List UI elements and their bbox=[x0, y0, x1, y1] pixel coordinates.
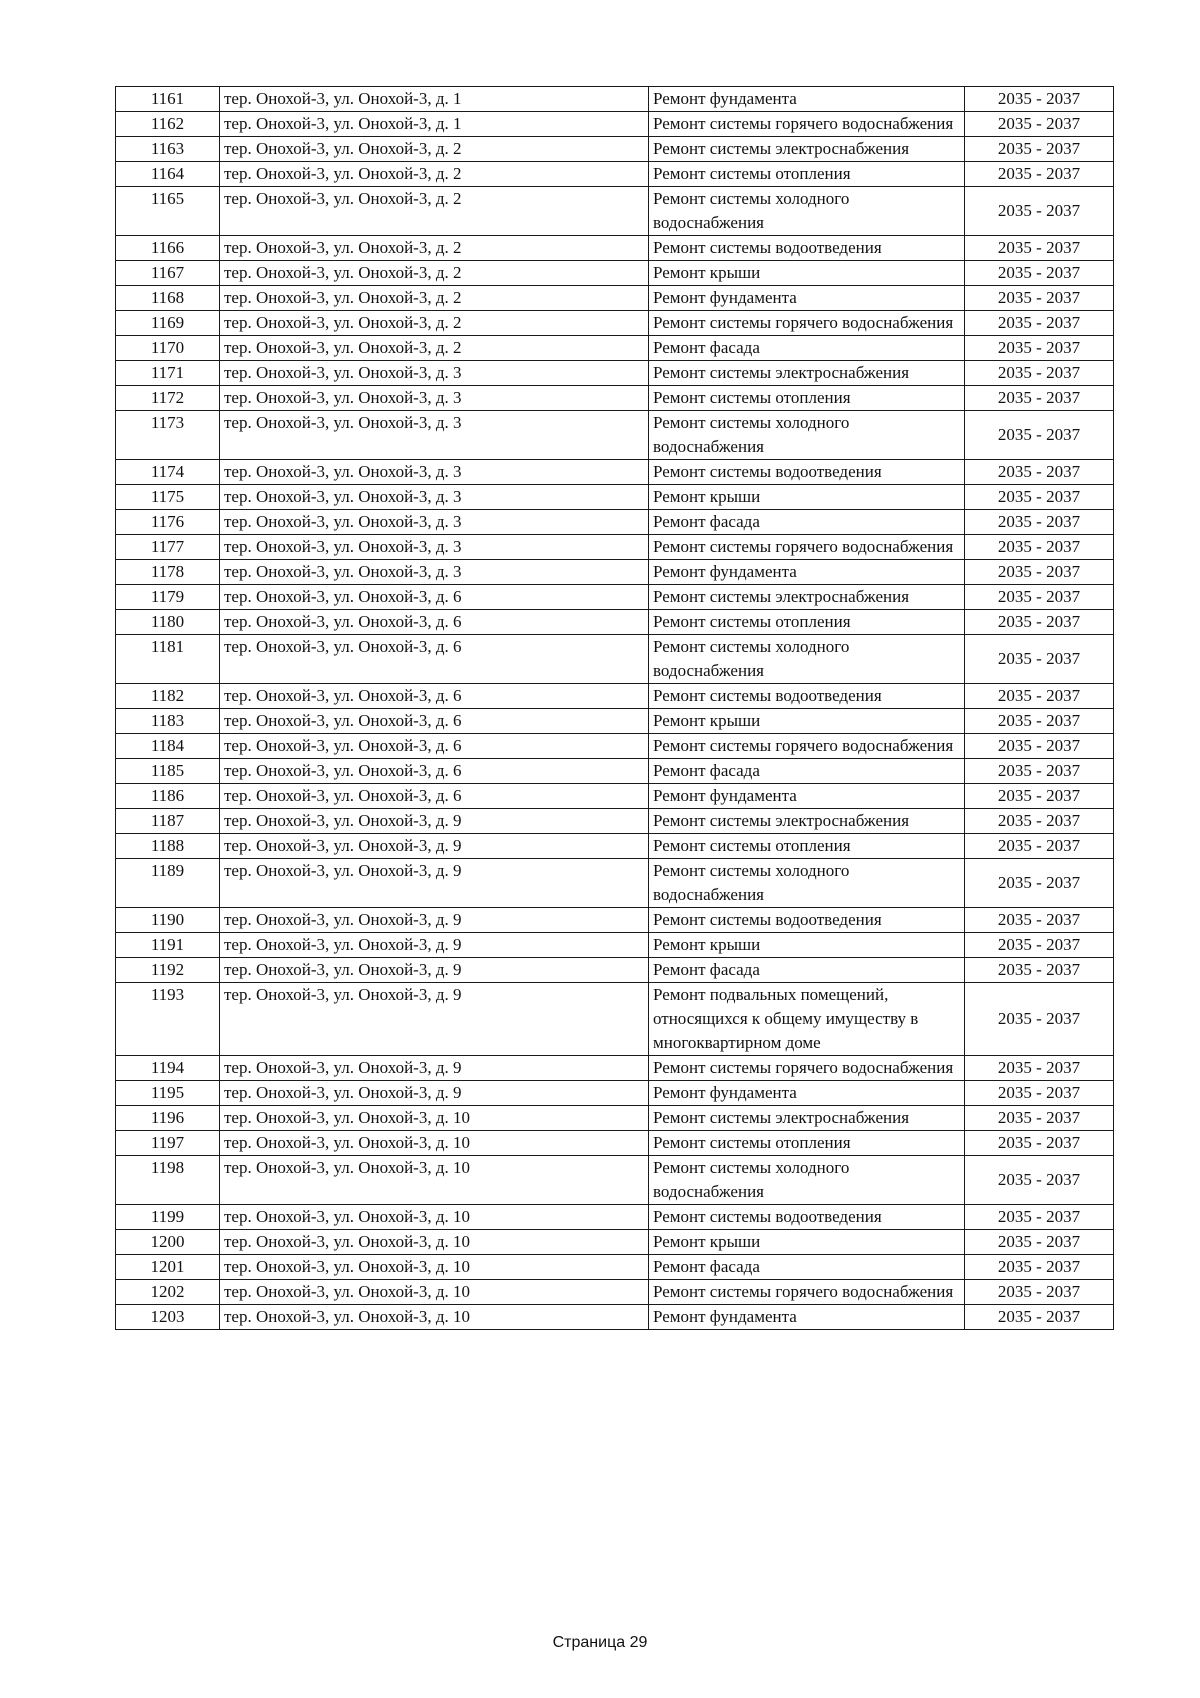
table-row bbox=[116, 485, 1114, 510]
table-row bbox=[116, 709, 1114, 734]
table-row bbox=[116, 958, 1114, 983]
row-work-type: Ремонт системы электроснабжения bbox=[649, 361, 965, 386]
table-row bbox=[116, 137, 1114, 162]
table-row bbox=[116, 1305, 1114, 1330]
row-address: тер. Онохой-3, ул. Онохой-3, д. 3 bbox=[220, 535, 649, 560]
row-number: 1178 bbox=[116, 560, 220, 585]
row-address: тер. Онохой-3, ул. Онохой-3, д. 6 bbox=[220, 784, 649, 809]
row-address: тер. Онохой-3, ул. Онохой-3, д. 6 bbox=[220, 709, 649, 734]
table-row bbox=[116, 336, 1114, 361]
row-work-type: Ремонт системы горячего водоснабжения bbox=[649, 112, 965, 137]
row-work-type: Ремонт системы горячего водоснабжения bbox=[649, 1056, 965, 1081]
row-term: 2035 - 2037 bbox=[965, 908, 1114, 933]
row-number: 1195 bbox=[116, 1081, 220, 1106]
table-row bbox=[116, 187, 1114, 236]
table-row bbox=[116, 162, 1114, 187]
row-address: тер. Онохой-3, ул. Онохой-3, д. 10 bbox=[220, 1305, 649, 1330]
row-number: 1166 bbox=[116, 236, 220, 261]
row-address: тер. Онохой-3, ул. Онохой-3, д. 6 bbox=[220, 684, 649, 709]
row-number: 1163 bbox=[116, 137, 220, 162]
row-address: тер. Онохой-3, ул. Онохой-3, д. 3 bbox=[220, 485, 649, 510]
row-term: 2035 - 2037 bbox=[965, 460, 1114, 485]
row-term: 2035 - 2037 bbox=[965, 137, 1114, 162]
row-work-type: Ремонт системы отопления bbox=[649, 386, 965, 411]
page-number-footer: Страница 29 bbox=[552, 1634, 648, 1651]
row-number: 1185 bbox=[116, 759, 220, 784]
row-term: 2035 - 2037 bbox=[965, 1305, 1114, 1330]
row-term: 2035 - 2037 bbox=[965, 1106, 1114, 1131]
row-term: 2035 - 2037 bbox=[965, 684, 1114, 709]
table-row bbox=[116, 411, 1114, 460]
row-address: тер. Онохой-3, ул. Онохой-3, д. 10 bbox=[220, 1106, 649, 1131]
row-number: 1177 bbox=[116, 535, 220, 560]
table-row bbox=[116, 261, 1114, 286]
row-term: 2035 - 2037 bbox=[965, 162, 1114, 187]
row-number: 1193 bbox=[116, 983, 220, 1056]
row-number: 1201 bbox=[116, 1255, 220, 1280]
table-row bbox=[116, 1280, 1114, 1305]
table-row bbox=[116, 460, 1114, 485]
row-number: 1198 bbox=[116, 1156, 220, 1205]
row-work-type: Ремонт системы электроснабжения bbox=[649, 137, 965, 162]
row-address: тер. Онохой-3, ул. Онохой-3, д. 9 bbox=[220, 834, 649, 859]
row-term: 2035 - 2037 bbox=[965, 261, 1114, 286]
row-number: 1200 bbox=[116, 1230, 220, 1255]
row-address: тер. Онохой-3, ул. Онохой-3, д. 6 bbox=[220, 585, 649, 610]
row-number: 1190 bbox=[116, 908, 220, 933]
row-work-type: Ремонт крыши bbox=[649, 1230, 965, 1255]
row-term: 2035 - 2037 bbox=[965, 958, 1114, 983]
row-address: тер. Онохой-3, ул. Онохой-3, д. 2 bbox=[220, 311, 649, 336]
table-row bbox=[116, 1156, 1114, 1205]
table-row bbox=[116, 560, 1114, 585]
row-work-type: Ремонт фундамента bbox=[649, 1305, 965, 1330]
row-term: 2035 - 2037 bbox=[965, 1056, 1114, 1081]
row-address: тер. Онохой-3, ул. Онохой-3, д. 10 bbox=[220, 1255, 649, 1280]
row-number: 1182 bbox=[116, 684, 220, 709]
row-work-type: Ремонт системы электроснабжения bbox=[649, 1106, 965, 1131]
table-row bbox=[116, 759, 1114, 784]
row-work-type: Ремонт крыши bbox=[649, 709, 965, 734]
row-address: тер. Онохой-3, ул. Онохой-3, д. 9 bbox=[220, 933, 649, 958]
row-work-type: Ремонт фасада bbox=[649, 958, 965, 983]
table-row bbox=[116, 112, 1114, 137]
row-term: 2035 - 2037 bbox=[965, 1131, 1114, 1156]
row-term: 2035 - 2037 bbox=[965, 485, 1114, 510]
row-work-type: Ремонт системы электроснабжения bbox=[649, 585, 965, 610]
table-row bbox=[116, 1056, 1114, 1081]
row-term: 2035 - 2037 bbox=[965, 1081, 1114, 1106]
table-row bbox=[116, 734, 1114, 759]
row-address: тер. Онохой-3, ул. Онохой-3, д. 9 bbox=[220, 1081, 649, 1106]
row-term: 2035 - 2037 bbox=[965, 411, 1114, 460]
row-address: тер. Онохой-3, ул. Онохой-3, д. 3 bbox=[220, 510, 649, 535]
table-row bbox=[116, 809, 1114, 834]
table-row bbox=[116, 510, 1114, 535]
table-row bbox=[116, 635, 1114, 684]
row-term: 2035 - 2037 bbox=[965, 535, 1114, 560]
row-address: тер. Онохой-3, ул. Онохой-3, д. 3 bbox=[220, 560, 649, 585]
row-address: тер. Онохой-3, ул. Онохой-3, д. 9 bbox=[220, 908, 649, 933]
row-work-type: Ремонт системы водоотведения bbox=[649, 236, 965, 261]
row-term: 2035 - 2037 bbox=[965, 87, 1114, 112]
row-number: 1168 bbox=[116, 286, 220, 311]
table-row bbox=[116, 236, 1114, 261]
row-number: 1180 bbox=[116, 610, 220, 635]
row-work-type: Ремонт системы холодного водоснабжения bbox=[649, 411, 965, 460]
row-term: 2035 - 2037 bbox=[965, 1230, 1114, 1255]
row-work-type: Ремонт крыши bbox=[649, 261, 965, 286]
row-term: 2035 - 2037 bbox=[965, 1280, 1114, 1305]
row-address: тер. Онохой-3, ул. Онохой-3, д. 9 bbox=[220, 859, 649, 908]
row-address: тер. Онохой-3, ул. Онохой-3, д. 10 bbox=[220, 1205, 649, 1230]
row-term: 2035 - 2037 bbox=[965, 635, 1114, 684]
row-number: 1199 bbox=[116, 1205, 220, 1230]
table-row bbox=[116, 1131, 1114, 1156]
row-term: 2035 - 2037 bbox=[965, 386, 1114, 411]
table-row bbox=[116, 859, 1114, 908]
row-work-type: Ремонт подвальных помещений, относящихся к общему имуществу в многоквартирном доме bbox=[649, 983, 965, 1056]
row-term: 2035 - 2037 bbox=[965, 311, 1114, 336]
table-row bbox=[116, 1081, 1114, 1106]
row-number: 1165 bbox=[116, 187, 220, 236]
row-term: 2035 - 2037 bbox=[965, 859, 1114, 908]
table-row bbox=[116, 1255, 1114, 1280]
row-work-type: Ремонт системы горячего водоснабжения bbox=[649, 734, 965, 759]
table-row bbox=[116, 535, 1114, 560]
row-number: 1169 bbox=[116, 311, 220, 336]
table-row bbox=[116, 684, 1114, 709]
table-row bbox=[116, 784, 1114, 809]
row-address: тер. Онохой-3, ул. Онохой-3, д. 3 bbox=[220, 460, 649, 485]
row-work-type: Ремонт системы холодного водоснабжения bbox=[649, 1156, 965, 1205]
row-term: 2035 - 2037 bbox=[965, 236, 1114, 261]
row-term: 2035 - 2037 bbox=[965, 286, 1114, 311]
row-address: тер. Онохой-3, ул. Онохой-3, д. 2 bbox=[220, 236, 649, 261]
row-term: 2035 - 2037 bbox=[965, 361, 1114, 386]
row-work-type: Ремонт крыши bbox=[649, 485, 965, 510]
row-work-type: Ремонт системы водоотведения bbox=[649, 1205, 965, 1230]
row-number: 1161 bbox=[116, 87, 220, 112]
row-number: 1167 bbox=[116, 261, 220, 286]
table-row bbox=[116, 1230, 1114, 1255]
row-term: 2035 - 2037 bbox=[965, 834, 1114, 859]
row-address: тер. Онохой-3, ул. Онохой-3, д. 2 bbox=[220, 187, 649, 236]
row-number: 1202 bbox=[116, 1280, 220, 1305]
table-row bbox=[116, 87, 1114, 112]
table-row bbox=[116, 361, 1114, 386]
table-row bbox=[116, 286, 1114, 311]
row-work-type: Ремонт фасада bbox=[649, 336, 965, 361]
row-address: тер. Онохой-3, ул. Онохой-3, д. 10 bbox=[220, 1131, 649, 1156]
row-work-type: Ремонт системы отопления bbox=[649, 1131, 965, 1156]
table-row bbox=[116, 983, 1114, 1056]
row-work-type: Ремонт системы отопления bbox=[649, 834, 965, 859]
row-term: 2035 - 2037 bbox=[965, 585, 1114, 610]
row-work-type: Ремонт фундамента bbox=[649, 87, 965, 112]
row-number: 1174 bbox=[116, 460, 220, 485]
row-work-type: Ремонт фундамента bbox=[649, 784, 965, 809]
row-term: 2035 - 2037 bbox=[965, 1156, 1114, 1205]
row-work-type: Ремонт системы холодного водоснабжения bbox=[649, 635, 965, 684]
table-row bbox=[116, 933, 1114, 958]
row-work-type: Ремонт системы холодного водоснабжения bbox=[649, 859, 965, 908]
row-address: тер. Онохой-3, ул. Онохой-3, д. 3 bbox=[220, 386, 649, 411]
row-address: тер. Онохой-3, ул. Онохой-3, д. 2 bbox=[220, 162, 649, 187]
table-row bbox=[116, 834, 1114, 859]
row-number: 1179 bbox=[116, 585, 220, 610]
row-number: 1175 bbox=[116, 485, 220, 510]
works-table-body bbox=[116, 87, 1114, 1330]
row-address: тер. Онохой-3, ул. Онохой-3, д. 3 bbox=[220, 361, 649, 386]
row-number: 1181 bbox=[116, 635, 220, 684]
row-address: тер. Онохой-3, ул. Онохой-3, д. 9 bbox=[220, 958, 649, 983]
row-work-type: Ремонт системы водоотведения bbox=[649, 684, 965, 709]
row-work-type: Ремонт системы отопления bbox=[649, 610, 965, 635]
row-term: 2035 - 2037 bbox=[965, 759, 1114, 784]
row-number: 1197 bbox=[116, 1131, 220, 1156]
row-address: тер. Онохой-3, ул. Онохой-3, д. 3 bbox=[220, 411, 649, 460]
row-address: тер. Онохой-3, ул. Онохой-3, д. 9 bbox=[220, 983, 649, 1056]
row-work-type: Ремонт системы горячего водоснабжения bbox=[649, 1280, 965, 1305]
row-work-type: Ремонт системы водоотведения bbox=[649, 460, 965, 485]
row-address: тер. Онохой-3, ул. Онохой-3, д. 10 bbox=[220, 1280, 649, 1305]
row-address: тер. Онохой-3, ул. Онохой-3, д. 6 bbox=[220, 635, 649, 684]
row-term: 2035 - 2037 bbox=[965, 734, 1114, 759]
row-work-type: Ремонт системы водоотведения bbox=[649, 908, 965, 933]
row-address: тер. Онохой-3, ул. Онохой-3, д. 2 bbox=[220, 336, 649, 361]
row-number: 1196 bbox=[116, 1106, 220, 1131]
row-address: тер. Онохой-3, ул. Онохой-3, д. 9 bbox=[220, 809, 649, 834]
row-number: 1187 bbox=[116, 809, 220, 834]
row-term: 2035 - 2037 bbox=[965, 809, 1114, 834]
row-work-type: Ремонт фундамента bbox=[649, 286, 965, 311]
row-term: 2035 - 2037 bbox=[965, 610, 1114, 635]
row-address: тер. Онохой-3, ул. Онохой-3, д. 6 bbox=[220, 759, 649, 784]
row-address: тер. Онохой-3, ул. Онохой-3, д. 9 bbox=[220, 1056, 649, 1081]
row-number: 1172 bbox=[116, 386, 220, 411]
row-address: тер. Онохой-3, ул. Онохой-3, д. 2 bbox=[220, 286, 649, 311]
row-address: тер. Онохой-3, ул. Онохой-3, д. 6 bbox=[220, 610, 649, 635]
row-work-type: Ремонт фундамента bbox=[649, 1081, 965, 1106]
row-number: 1192 bbox=[116, 958, 220, 983]
row-term: 2035 - 2037 bbox=[965, 187, 1114, 236]
table-row bbox=[116, 311, 1114, 336]
row-work-type: Ремонт системы холодного водоснабжения bbox=[649, 187, 965, 236]
row-number: 1194 bbox=[116, 1056, 220, 1081]
row-term: 2035 - 2037 bbox=[965, 112, 1114, 137]
row-number: 1164 bbox=[116, 162, 220, 187]
row-number: 1173 bbox=[116, 411, 220, 460]
row-work-type: Ремонт фундамента bbox=[649, 560, 965, 585]
row-number: 1170 bbox=[116, 336, 220, 361]
table-row bbox=[116, 1106, 1114, 1131]
row-number: 1183 bbox=[116, 709, 220, 734]
row-term: 2035 - 2037 bbox=[965, 1205, 1114, 1230]
row-work-type: Ремонт системы горячего водоснабжения bbox=[649, 311, 965, 336]
table-row bbox=[116, 1205, 1114, 1230]
row-number: 1162 bbox=[116, 112, 220, 137]
row-term: 2035 - 2037 bbox=[965, 983, 1114, 1056]
row-number: 1188 bbox=[116, 834, 220, 859]
row-term: 2035 - 2037 bbox=[965, 784, 1114, 809]
table-row bbox=[116, 386, 1114, 411]
row-term: 2035 - 2037 bbox=[965, 336, 1114, 361]
row-term: 2035 - 2037 bbox=[965, 933, 1114, 958]
table-row bbox=[116, 585, 1114, 610]
row-number: 1176 bbox=[116, 510, 220, 535]
row-address: тер. Онохой-3, ул. Онохой-3, д. 1 bbox=[220, 87, 649, 112]
row-address: тер. Онохой-3, ул. Онохой-3, д. 2 bbox=[220, 261, 649, 286]
row-work-type: Ремонт системы горячего водоснабжения bbox=[649, 535, 965, 560]
works-table bbox=[115, 86, 1114, 1330]
row-number: 1191 bbox=[116, 933, 220, 958]
row-number: 1186 bbox=[116, 784, 220, 809]
row-number: 1203 bbox=[116, 1305, 220, 1330]
row-term: 2035 - 2037 bbox=[965, 1255, 1114, 1280]
row-term: 2035 - 2037 bbox=[965, 560, 1114, 585]
row-work-type: Ремонт системы электроснабжения bbox=[649, 809, 965, 834]
row-number: 1171 bbox=[116, 361, 220, 386]
row-number: 1189 bbox=[116, 859, 220, 908]
row-term: 2035 - 2037 bbox=[965, 709, 1114, 734]
row-address: тер. Онохой-3, ул. Онохой-3, д. 10 bbox=[220, 1230, 649, 1255]
row-work-type: Ремонт фасада bbox=[649, 759, 965, 784]
row-address: тер. Онохой-3, ул. Онохой-3, д. 10 bbox=[220, 1156, 649, 1205]
row-work-type: Ремонт крыши bbox=[649, 933, 965, 958]
row-address: тер. Онохой-3, ул. Онохой-3, д. 6 bbox=[220, 734, 649, 759]
row-work-type: Ремонт системы отопления bbox=[649, 162, 965, 187]
row-work-type: Ремонт фасада bbox=[649, 1255, 965, 1280]
row-work-type: Ремонт фасада bbox=[649, 510, 965, 535]
row-address: тер. Онохой-3, ул. Онохой-3, д. 1 bbox=[220, 112, 649, 137]
row-term: 2035 - 2037 bbox=[965, 510, 1114, 535]
row-number: 1184 bbox=[116, 734, 220, 759]
row-address: тер. Онохой-3, ул. Онохой-3, д. 2 bbox=[220, 137, 649, 162]
table-row bbox=[116, 908, 1114, 933]
table-row bbox=[116, 610, 1114, 635]
